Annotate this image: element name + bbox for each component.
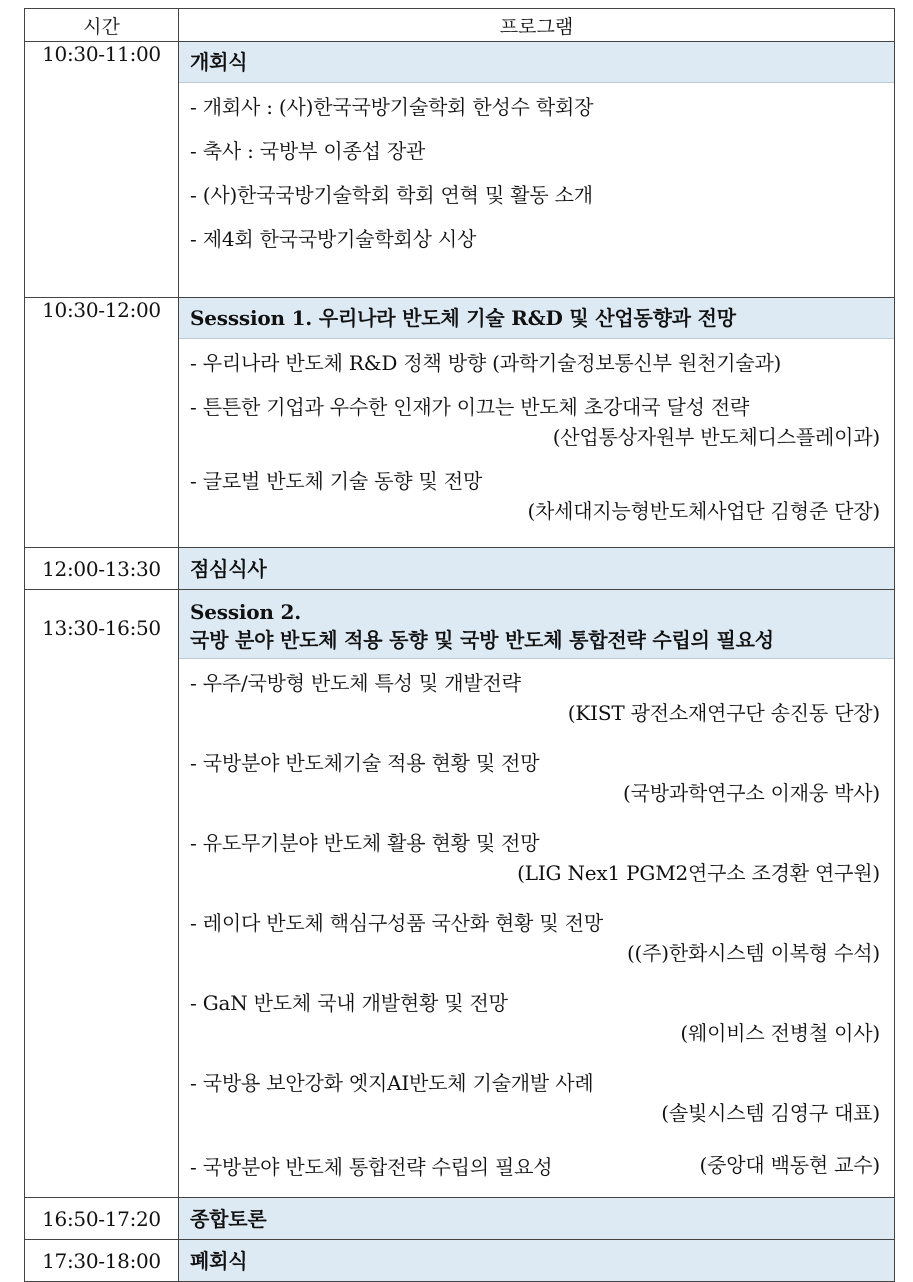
session-title: 종합토론 [179,1199,894,1239]
session-time: 13:30-16:50 [25,590,179,1198]
speaker-affiliation: (차세대지능형반도체사업단 김형준 단장) [527,499,880,523]
session-items [179,83,894,269]
speaker-affiliation: (솔빛시스템 김영구 대표) [661,1101,880,1125]
list-item: - 우주/국방형 반도체 특성 및 개발전략 (KIST 광전소재연구단 송진동 단장) [190,665,880,733]
list-item: - (사)한국국방기술학회 학회 연혁 및 활동 소개 [190,183,593,207]
table-row [25,1240,895,1282]
table-row [25,548,895,590]
table-row [25,298,895,548]
session-time: 16:50-17:20 [25,1198,179,1240]
speaker-affiliation: ((주)한화시스템 이복형 수석) [626,941,880,965]
speaker-affiliation: (웨이비스 전병철 이사) [680,1021,880,1045]
table-header-row [25,9,895,42]
session-cell [179,42,895,298]
session-title: Sesssion 1. 우리나라 반도체 기술 R&D 및 산업동향과 전망 [179,298,894,339]
speaker-affiliation: (LIG Nex1 PGM2연구소 조경환 연구원) [517,861,880,885]
list-item: - 국방용 보안강화 엣지AI반도체 기술개발 사례 (솔빛시스템 김영구 대표) [190,1065,880,1133]
program-schedule-table [24,8,895,1282]
speaker-affiliation: (중앙대 백동현 교수) [699,1153,880,1177]
session-time: 17:30-18:00 [25,1240,179,1282]
session-title: 점심식사 [179,549,894,589]
session-title: 개회식 [179,42,894,83]
list-item: - 튼튼한 기업과 우수한 인재가 이끄는 반도체 초강대국 달성 전략 (산업통상자원부 반도체디스플레이과) [190,385,880,459]
session-cell [179,1240,895,1282]
session-title-line1: Session 2. [190,600,302,624]
list-item: - 국방분야 반도체기술 적용 현황 및 전망 (국방과학연구소 이재웅 박사) [190,745,880,813]
list-item: - 국방분야 반도체 통합전략 수립의 필요성 (중앙대 백동현 교수) [190,1145,880,1189]
table-row [25,590,895,1198]
speaker-affiliation: (산업통상자원부 반도체디스플레이과) [552,425,880,449]
table-row [25,42,895,298]
header-program: 프로그램 [179,9,895,42]
list-item: - 개회사 : (사)한국국방기술학회 한성수 학회장 [190,95,594,119]
list-item: - 레이다 반도체 핵심구성품 국산화 현황 및 전망 ((주)한화시스템 이복형 수석) [190,905,880,973]
session-title [179,590,894,659]
list-item: - GaN 반도체 국내 개발현황 및 전망 (웨이비스 전병철 이사) [190,985,880,1053]
session-items [179,339,894,541]
session-cell [179,1198,895,1240]
list-item: - 축사 : 국방부 이종섭 장관 [190,139,426,163]
session-time: 12:00-13:30 [25,548,179,590]
session-title: 폐회식 [179,1241,894,1281]
list-item: - 제4회 한국국방기술학회상 시상 [190,227,477,251]
session-time: 10:30-11:00 [25,42,179,298]
session-title-line2: 국방 분야 반도체 적용 동향 및 국방 반도체 통합전략 수립의 필요성 [190,628,774,652]
session-cell [179,590,895,1198]
session-cell [179,298,895,548]
speaker-affiliation: (국방과학연구소 이재웅 박사) [623,781,880,805]
session-time: 10:30-12:00 [25,298,179,548]
list-item: - 유도무기분야 반도체 활용 현황 및 전망 (LIG Nex1 PGM2연구소 조경환 연구원) [190,825,880,893]
list-item: - 글로벌 반도체 기술 동향 및 전망 (차세대지능형반도체사업단 김형준 단장) [190,459,880,533]
session-items [179,659,894,1197]
header-time: 시간 [25,9,179,42]
list-item: - 우리나라 반도체 R&D 정책 방향 (과학기술정보통신부 원천기술과) [190,351,782,375]
speaker-affiliation: (KIST 광전소재연구단 송진동 단장) [567,701,880,725]
session-cell [179,548,895,590]
table-row [25,1198,895,1240]
